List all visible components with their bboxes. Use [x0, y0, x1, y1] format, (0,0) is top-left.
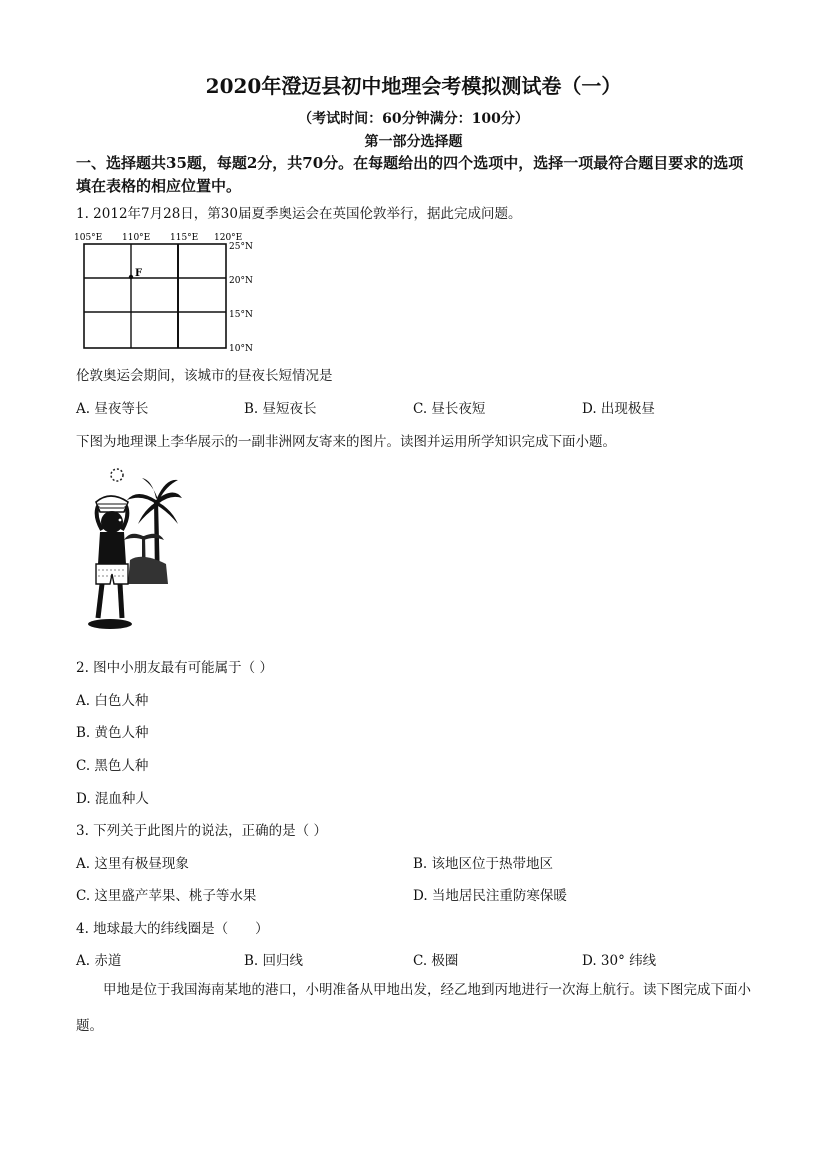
passage-paragraph: 甲地是位于我国海南某地的港口，小明准备从甲地出发，经乙地到丙地进行一次海上航行。读下图完成下面小题。 [76, 982, 751, 1034]
lon-label: 120°E [214, 233, 243, 243]
q1-option-c: C. 昼长夜短 [413, 401, 486, 417]
ground-shadow [88, 619, 132, 629]
page-title: 2020年澄迈县初中地理会考模拟测试卷（一） [205, 74, 622, 98]
q2-option-b: B. 黄色人种 [76, 725, 149, 741]
lon-label: 105°E [74, 233, 103, 243]
map-frame [84, 244, 226, 348]
q2-question: 2. 图中小朋友最有可能属于（ ） [76, 660, 273, 676]
lon-label: 115°E [170, 233, 199, 243]
q4-option-b: B. 回归线 [244, 953, 304, 969]
point-f-label: F [135, 268, 143, 279]
q4-option-a: A. 赤道 [76, 953, 122, 969]
q1-option-b: B. 昼短夜长 [244, 401, 317, 417]
q3-option-d: D. 当地居民注重防寒保暖 [413, 888, 567, 904]
q4-option-d: D. 30° 纬线 [582, 953, 657, 969]
q1-question: 伦敦奥运会期间，该城市的昼夜长短情况是 [76, 368, 333, 384]
q3-option-c: C. 这里盛产苹果、桃子等水果 [76, 888, 257, 904]
q1-option-d: D. 出现极昼 [582, 401, 655, 417]
q1-intro: 1. 2012年7月28日，第30届夏季奥运会在英国伦敦举行，据此完成问题。 [76, 206, 522, 222]
intro-2: 下图为地理课上李华展示的一副非洲网友寄来的图片。读图并运用所学知识完成下面小题。 [76, 434, 616, 450]
africa-child-illustration [82, 460, 186, 636]
part-heading: 第一部分选择题 [364, 134, 463, 150]
section-heading: 一、选择题共35题，每题2分，共70分。在每题给出的四个选项中，选择一项最符合题目要求的选项填在表格的相应位置中。 [76, 154, 744, 195]
q3-option-a: A. 这里有极昼现象 [76, 856, 189, 872]
q2-option-a: A. 白色人种 [76, 693, 149, 709]
lat-label: 25°N [229, 242, 253, 252]
child-body [98, 532, 126, 564]
lon-label: 110°E [122, 233, 151, 243]
q2-option-c: C. 黑色人种 [76, 758, 149, 774]
exam-info: （考试时间：60分钟满分：100分） [298, 111, 529, 127]
point-f-marker [129, 275, 133, 279]
lat-lon-grid-map [74, 230, 274, 354]
lat-label: 20°N [229, 276, 253, 286]
bush-shape [128, 557, 168, 584]
q4-question: 4. 地球最大的纬线圈是（ ） [76, 921, 269, 937]
q4-option-c: C. 极圈 [413, 953, 459, 969]
child-head [101, 511, 123, 533]
q3-option-b: B. 该地区位于热带地区 [413, 856, 554, 872]
q1-option-a: A. 昼夜等长 [76, 401, 149, 417]
lat-label: 10°N [229, 344, 253, 354]
sun-icon [111, 469, 123, 481]
lat-label: 15°N [229, 310, 253, 320]
q2-option-d: D. 混血种人 [76, 791, 149, 807]
q3-question: 3. 下列关于此图片的说法，正确的是（ ） [76, 823, 327, 839]
